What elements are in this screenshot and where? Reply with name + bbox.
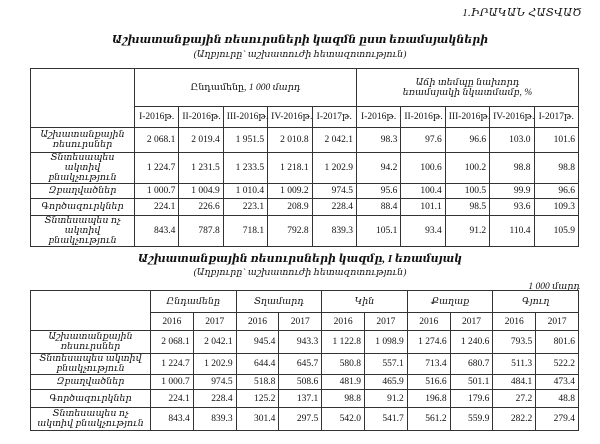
table1-row xyxy=(31,128,579,153)
table1-cell-abs: 1 009.2 xyxy=(268,184,312,199)
table1-cell-abs: 2 010.8 xyxy=(268,128,312,153)
table1-period-pct-4: I-2017թ. xyxy=(534,107,578,128)
table2-row xyxy=(31,331,579,354)
table2-group-3: Քաղաք xyxy=(407,291,493,313)
table2-cell: 465.9 xyxy=(365,375,408,390)
table2-cell: 644.4 xyxy=(236,354,279,375)
table1-cell-pct: 101.6 xyxy=(534,128,578,153)
table1-subtitle: (Աղբյուրը` աշխատուժի հետազոտություն) xyxy=(193,50,407,60)
table2-row xyxy=(31,408,579,431)
table2-cell: 508.6 xyxy=(279,375,322,390)
table1-group-total-label: Ընդամենը, xyxy=(190,82,247,93)
table1-cell-abs: 228.4 xyxy=(312,199,356,216)
table2-subtitle: (Աղբյուրը` աշխատուժի հետազոտություն) xyxy=(193,268,407,278)
table1-row xyxy=(31,184,579,199)
section-label: 1.ԻՐԱԿԱՆ ՀԱՏՎԱԾ xyxy=(462,7,582,19)
table1-cell-pct: 95.6 xyxy=(356,184,400,199)
table2-cell: 511.3 xyxy=(493,354,536,375)
table2-cell: 801.6 xyxy=(536,331,579,354)
table2-cell: 1 122.8 xyxy=(322,331,365,354)
table2-cell: 473.4 xyxy=(536,375,579,390)
table2-row-label: Զբաղվածներ xyxy=(31,375,151,390)
table2-cell: 542.0 xyxy=(322,408,365,431)
table1-cell-pct: 96.6 xyxy=(534,184,578,199)
table2-row-label: Գործազուրկներ xyxy=(31,390,151,408)
table2-year: 2016 xyxy=(407,313,450,331)
table1-cell-pct: 98.8 xyxy=(534,153,578,184)
table1-cell-abs: 787.8 xyxy=(179,216,223,247)
table2-group-1: Տղամարդ xyxy=(236,291,322,313)
table1-period-abs-3: IV-2016թ. xyxy=(268,107,312,128)
table2-cell: 279.4 xyxy=(536,408,579,431)
table1 xyxy=(30,68,579,247)
table2-cell: 1 224.7 xyxy=(151,354,194,375)
table2-unit: 1 000 մարդ xyxy=(528,282,580,292)
table1-cell-pct: 96.6 xyxy=(445,128,489,153)
table2-cell: 98.8 xyxy=(322,390,365,408)
table2-row-label: Տնտեսապես ոչ ակտիվ բնակչություն xyxy=(31,408,151,431)
table1-cell-pct: 100.4 xyxy=(401,184,445,199)
table2-cell: 1 274.6 xyxy=(407,331,450,354)
table2-cell: 501.1 xyxy=(450,375,493,390)
table2-cell: 196.8 xyxy=(407,390,450,408)
table2-cell: 843.4 xyxy=(151,408,194,431)
table1-group-ratio xyxy=(356,69,578,107)
table1-group-total-unit: 1 000 մարդ xyxy=(248,82,301,93)
table1-cell-pct: 98.8 xyxy=(490,153,534,184)
table2-year: 2016 xyxy=(322,313,365,331)
table1-group-ratio-line1: Աճի տեմպը նախորդ xyxy=(415,77,520,88)
table1-cell-abs: 1 004.9 xyxy=(179,184,223,199)
table2-cell: 559.9 xyxy=(450,408,493,431)
table2-row xyxy=(31,390,579,408)
table1-cell-abs: 974.5 xyxy=(312,184,356,199)
table1-cell-abs: 1 233.5 xyxy=(223,153,267,184)
table2-cell: 2 042.1 xyxy=(193,331,236,354)
table1-cell-pct: 94.2 xyxy=(356,153,400,184)
table1-cell-pct: 110.4 xyxy=(490,216,534,247)
table2-year: 2016 xyxy=(493,313,536,331)
table1-row xyxy=(31,216,579,247)
table1-period-abs-4: I-2017թ. xyxy=(312,107,356,128)
table1-cell-abs: 1 231.5 xyxy=(179,153,223,184)
table1-period-abs-0: I-2016թ. xyxy=(135,107,179,128)
table2-year: 2016 xyxy=(151,313,194,331)
table1-cell-abs: 1 951.5 xyxy=(223,128,267,153)
table1-row-label: Տնտեսապես ակտիվ բնակչություն xyxy=(31,153,135,184)
table2 xyxy=(30,290,579,431)
table1-cell-pct: 100.5 xyxy=(445,184,489,199)
table1-group-ratio-line2: եռամսյակի նկատմամբ, % xyxy=(402,87,533,98)
table2-cell: 1 000.7 xyxy=(151,375,194,390)
table2-cell: 839.3 xyxy=(193,408,236,431)
table1-period-abs-2: III-2016թ. xyxy=(223,107,267,128)
table1-cell-abs: 839.3 xyxy=(312,216,356,247)
table2-cell: 224.1 xyxy=(151,390,194,408)
table2-cell: 645.7 xyxy=(279,354,322,375)
table2-cell: 228.4 xyxy=(193,390,236,408)
table1-period-pct-2: III-2016թ. xyxy=(445,107,489,128)
table2-group-0: Ընդամենը xyxy=(151,291,237,313)
table2-cell: 297.5 xyxy=(279,408,322,431)
table2-year: 2017 xyxy=(193,313,236,331)
table2-cell: 301.4 xyxy=(236,408,279,431)
table1-cell-abs: 208.9 xyxy=(268,199,312,216)
table1-cell-pct: 98.3 xyxy=(356,128,400,153)
table2-cell: 282.2 xyxy=(493,408,536,431)
table1-cell-pct: 101.1 xyxy=(401,199,445,216)
table2-cell: 48.8 xyxy=(536,390,579,408)
table1-cell-pct: 100.6 xyxy=(401,153,445,184)
table1-period-pct-3: IV-2016թ. xyxy=(490,107,534,128)
table2-year: 2017 xyxy=(279,313,322,331)
table1-cell-pct: 98.5 xyxy=(445,199,489,216)
table2-row xyxy=(31,354,579,375)
table2-cell: 179.6 xyxy=(450,390,493,408)
table2-cell: 91.2 xyxy=(365,390,408,408)
table1-row-label: Զբաղվածներ xyxy=(31,184,135,199)
table2-cell: 484.1 xyxy=(493,375,536,390)
table1-cell-pct: 109.3 xyxy=(534,199,578,216)
table2-group-4: Գյուղ xyxy=(493,291,579,313)
table1-cell-abs: 1 202.9 xyxy=(312,153,356,184)
table1-row-label: Տնտեսապես ոչ ակտիվ բնակչություն xyxy=(31,216,135,247)
table2-cell: 793.5 xyxy=(493,331,536,354)
table2-corner xyxy=(31,291,151,331)
table2-row-label: Տնտեսապես ակտիվ բնակչություն xyxy=(31,354,151,375)
table1-period-pct-1: II-2016թ. xyxy=(401,107,445,128)
table1-cell-pct: 100.2 xyxy=(445,153,489,184)
table2-cell: 713.4 xyxy=(407,354,450,375)
table2-cell: 561.2 xyxy=(407,408,450,431)
table1-cell-abs: 223.1 xyxy=(223,199,267,216)
table2-group-2: Կին xyxy=(322,291,408,313)
table1-group-total xyxy=(135,69,357,107)
table1-cell-abs: 1 224.7 xyxy=(135,153,179,184)
table1-cell-pct: 91.2 xyxy=(445,216,489,247)
table2-cell: 2 068.1 xyxy=(151,331,194,354)
table1-cell-pct: 93.4 xyxy=(401,216,445,247)
table1-period-abs-1: II-2016թ. xyxy=(179,107,223,128)
table1-cell-abs: 1 010.4 xyxy=(223,184,267,199)
table2-cell: 27.2 xyxy=(493,390,536,408)
table2-cell: 1 240.6 xyxy=(450,331,493,354)
table1-period-pct-0: I-2016թ. xyxy=(356,107,400,128)
table2-row xyxy=(31,375,579,390)
table2-cell: 943.3 xyxy=(279,331,322,354)
table2-year: 2017 xyxy=(365,313,408,331)
table2-year: 2016 xyxy=(236,313,279,331)
table1-cell-abs: 224.1 xyxy=(135,199,179,216)
table1-cell-pct: 105.9 xyxy=(534,216,578,247)
table2-cell: 522.2 xyxy=(536,354,579,375)
table2-cell: 680.7 xyxy=(450,354,493,375)
table1-row xyxy=(31,199,579,216)
table1-cell-abs: 2 068.1 xyxy=(135,128,179,153)
table1-corner xyxy=(31,69,135,128)
table2-year: 2017 xyxy=(536,313,579,331)
table1-cell-abs: 2 019.4 xyxy=(179,128,223,153)
table2-cell: 945.4 xyxy=(236,331,279,354)
table2-cell: 516.6 xyxy=(407,375,450,390)
table1-cell-pct: 99.9 xyxy=(490,184,534,199)
table1-row-label: Աշխատանքային ռեսուրսներ xyxy=(31,128,135,153)
table2-cell: 125.2 xyxy=(236,390,279,408)
table1-cell-pct: 97.6 xyxy=(401,128,445,153)
table2-cell: 580.8 xyxy=(322,354,365,375)
table1-cell-abs: 843.4 xyxy=(135,216,179,247)
table2-cell: 518.8 xyxy=(236,375,279,390)
table2-year: 2017 xyxy=(450,313,493,331)
table1-row xyxy=(31,153,579,184)
table1-cell-abs: 226.6 xyxy=(179,199,223,216)
table1-row-label: Գործազուրկներ xyxy=(31,199,135,216)
table2-cell: 1 202.9 xyxy=(193,354,236,375)
table1-cell-abs: 792.8 xyxy=(268,216,312,247)
table1-cell-pct: 88.4 xyxy=(356,199,400,216)
table1-cell-pct: 93.6 xyxy=(490,199,534,216)
table2-row-label: Աշխատանքային ռեսուրսներ xyxy=(31,331,151,354)
table1-cell-abs: 2 042.1 xyxy=(312,128,356,153)
table1-cell-pct: 105.1 xyxy=(356,216,400,247)
table2-cell: 481.9 xyxy=(322,375,365,390)
table2-cell: 1 098.9 xyxy=(365,331,408,354)
table2-cell: 974.5 xyxy=(193,375,236,390)
table2-title: Աշխատանքային ռեսուրսների կազմը, I եռամսյակ xyxy=(137,253,463,265)
table1-title: Աշխատանքային ռեսուրսների կազմն ըստ եռամսյակների xyxy=(111,34,489,46)
table1-cell-abs: 718.1 xyxy=(223,216,267,247)
table1-cell-pct: 103.0 xyxy=(490,128,534,153)
table1-cell-abs: 1 000.7 xyxy=(135,184,179,199)
table2-cell: 137.1 xyxy=(279,390,322,408)
table1-cell-abs: 1 218.1 xyxy=(268,153,312,184)
table2-cell: 557.1 xyxy=(365,354,408,375)
table2-cell: 541.7 xyxy=(365,408,408,431)
